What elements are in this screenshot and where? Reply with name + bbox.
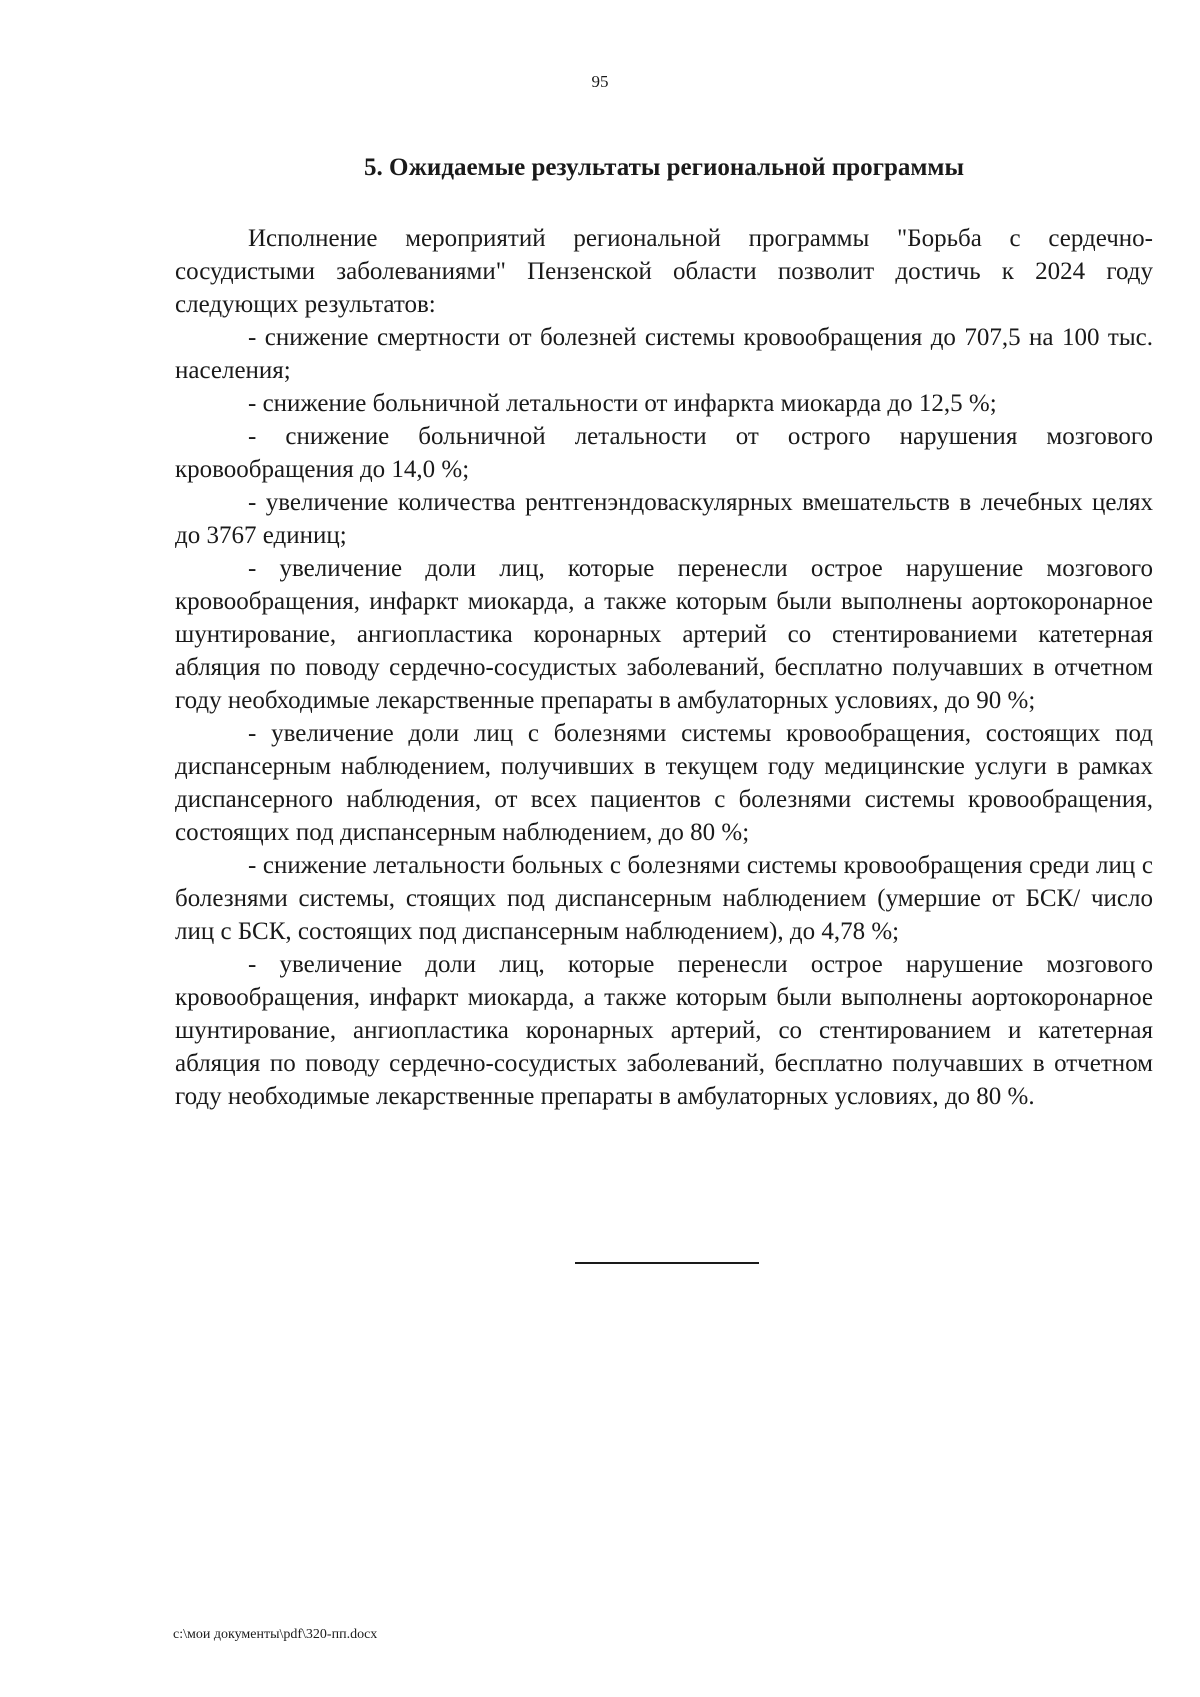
- footer-file-path: c:\мои документы\pdf\320-пп.docx: [173, 1627, 378, 1642]
- result-item-drug-provision-90: - увеличение доли лиц, которые перенесли острое нарушение мозгового кровообращения, инфаркт миокарда, а также которым были выполнены аортокоронарное шунтирование, ангиопластика коронарных артерий со стентированиеми катетерная абляция по поводу сердечно-сосудистых заболеваний, бесплатно получавших в отчетном году необходимые лекарственные препараты в амбулаторных условиях, до 90 %;: [175, 555, 1153, 714]
- result-item-dispensary-services: - увеличение доли лиц с болезнями системы кровообращения, состоящих под диспансерным наблюдением, получивших в текущем году медицинские услуги в рамках диспансерного наблюдения, от всех пациентов с болезнями системы кровообращения, состоящих под диспансерным наблюдением, до 80 %;: [175, 720, 1153, 846]
- result-item-stroke-lethality: - снижение больничной летальности от острого нарушения мозгового кровообращения до 14,0 %;: [175, 423, 1153, 483]
- result-item-drug-provision-80: - увеличение доли лиц, которые перенесли острое нарушение мозгового кровообращения, инфаркт миокарда, а также которым были выполнены аортокоронарное шунтирование, ангиопластика коронарных артерий, со стентированием и катетерная абляция по поводу сердечно-сосудистых заболеваний, бесплатно получавших в отчетном году необходимые лекарственные препараты в амбулаторных условиях, до 80 %.: [175, 951, 1153, 1110]
- result-item-endovascular-interventions: - увеличение количества рентгенэндоваскулярных вмешательств в лечебных целях до 3767 единиц;: [175, 489, 1153, 549]
- end-divider-line: [575, 1262, 759, 1264]
- page-number: 95: [591, 72, 609, 91]
- result-item-mortality: - снижение смертности от болезней системы кровообращения до 707,5 на 100 тыс. населения;: [175, 324, 1153, 384]
- result-item-infarction-lethality: - снижение больничной летальности от инфаркта миокарда до 12,5 %;: [248, 390, 997, 417]
- section-body: [175, 222, 1153, 1113]
- intro-paragraph: Исполнение мероприятий региональной программы "Борьба с сердечно-сосудистыми заболеваниями" Пензенской области позволит достичь к 2024 году следующих результатов:: [175, 225, 1153, 318]
- result-item-dispensary-lethality: - снижение летальности больных с болезнями системы кровообращения среди лиц с болезнями системы, стоящих под диспансерным наблюдением (умершие от БСК/ число лиц с БСК, состоящих под диспансерным наблюдением), до 4,78 %;: [175, 852, 1153, 945]
- section-title: 5. Ожидаемые результаты региональной программы: [364, 154, 964, 181]
